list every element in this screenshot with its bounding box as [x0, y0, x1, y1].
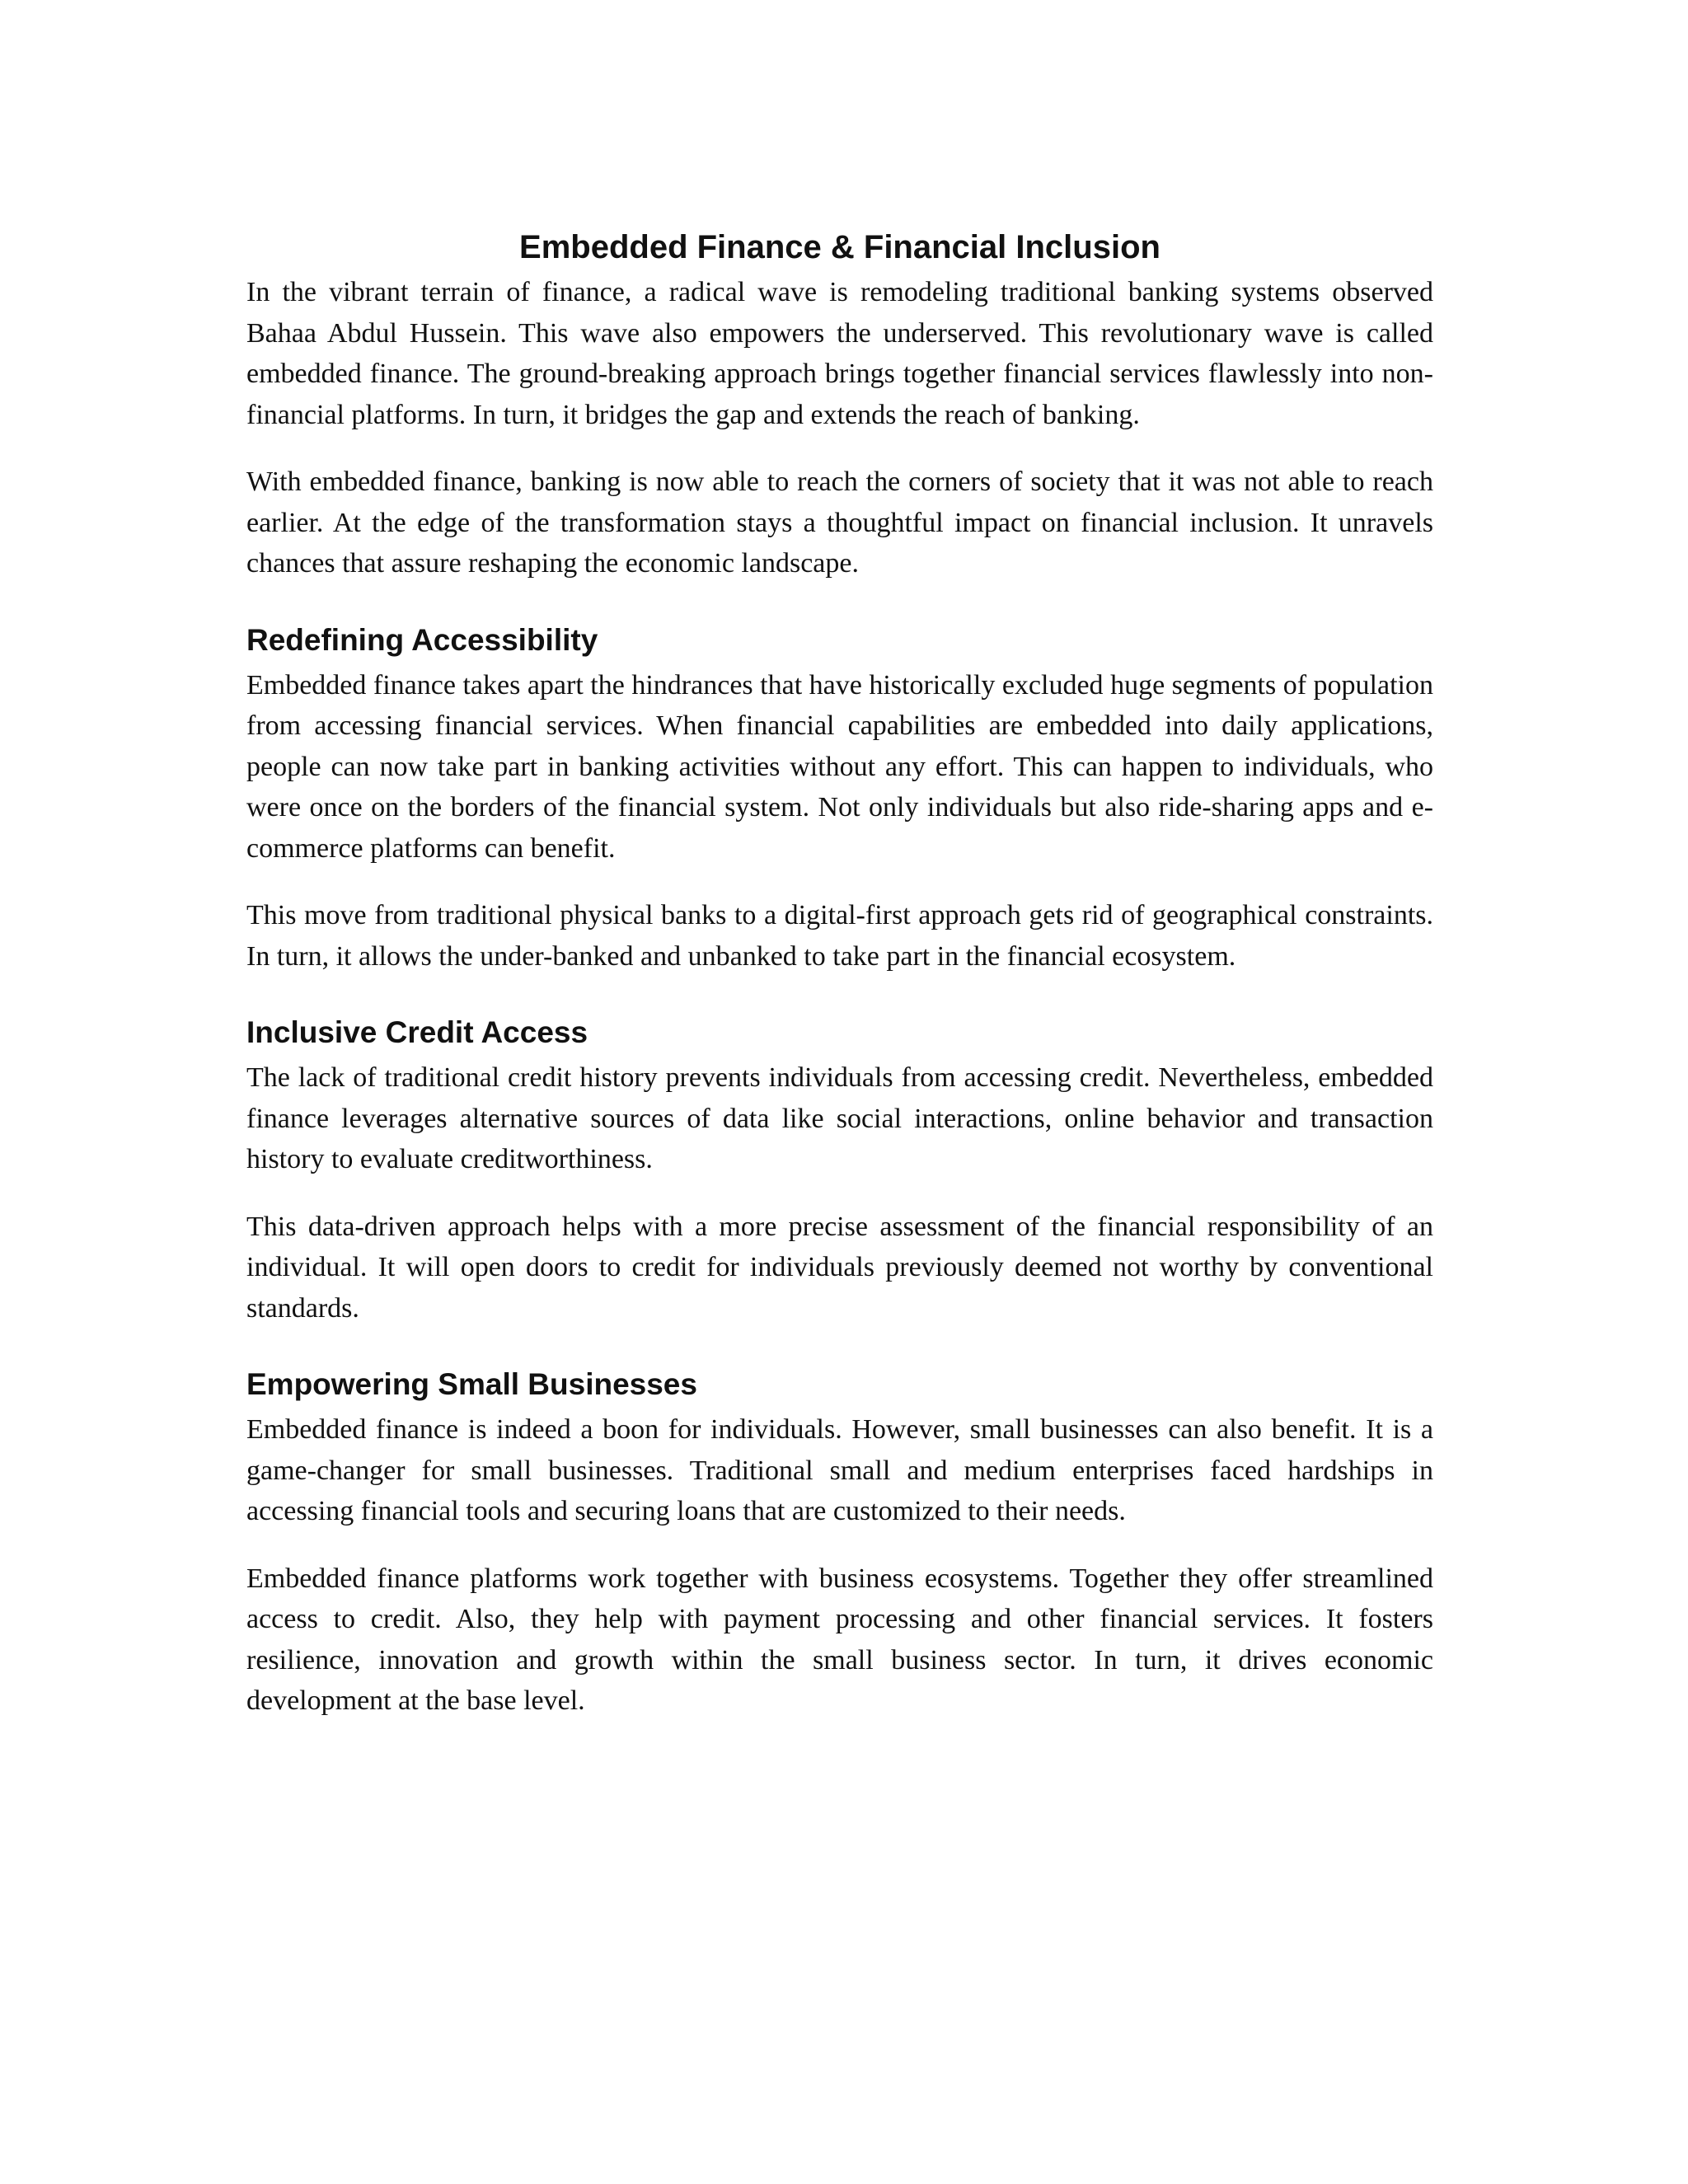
document-title: Embedded Finance & Financial Inclusion — [519, 229, 1160, 265]
section-paragraph: Embedded finance platforms work together with business ecosystems. Together they offer streamlined access to credit. Also, they help with payment processing and other financial services. It fosters resilience, innovation and growth within the small business sector. In turn, it drives economic development at the base level. — [246, 1563, 1433, 1716]
section-heading: Inclusive Credit Access — [246, 1015, 588, 1049]
section-paragraph: Embedded finance takes apart the hindrances that have historically excluded huge segments of population from accessing financial services. When financial capabilities are embedded into daily applications, people can now take part in banking activities without any effort. This can happen to individuals, who were once on the borders of the financial system. Not only individuals but also ride-sharing apps and e-commerce platforms can benefit. — [246, 669, 1433, 864]
section-redefining-accessibility — [246, 621, 1433, 977]
document-page — [246, 223, 1433, 1748]
section-paragraph: This move from traditional physical banks to a digital-first approach gets rid of geographical constraints. In turn, it allows the under-banked and unbanked to take part in the financial ecosystem. — [246, 900, 1433, 972]
intro-paragraph: With embedded finance, banking is now able to reach the corners of society that it was not able to reach earlier. At the edge of the transformation stays a thoughtful impact on financial inclusion. It unravels chances that assure reshaping the economic landscape. — [246, 466, 1433, 579]
section-heading: Redefining Accessibility — [246, 622, 598, 657]
intro-paragraph: In the vibrant terrain of finance, a radical wave is remodeling traditional banking systems observed Bahaa Abdul Hussein. This wave also empowers the underserved. This revolutionary wave is called embedded finance. The ground-breaking approach brings together financial services flawlessly into non-financial platforms. In turn, it bridges the gap and extends the reach of banking. — [246, 277, 1433, 430]
section-inclusive-credit-access — [246, 1013, 1433, 1329]
section-paragraph: Embedded finance is indeed a boon for individuals. However, small businesses can also benefit. It is a game-changer for small businesses. Traditional small and medium enterprises faced hardships in accessing financial tools and securing loans that are customized to their needs. — [246, 1414, 1433, 1526]
section-paragraph: This data-driven approach helps with a more precise assessment of the financial responsibility of an individual. It will open doors to credit for individuals previously deemed not worthy by conventional standards. — [246, 1211, 1433, 1324]
section-empowering-small-businesses — [246, 1365, 1433, 1722]
section-heading: Empowering Small Businesses — [246, 1367, 697, 1401]
section-paragraph: The lack of traditional credit history prevents individuals from accessing credit. Nevertheless, embedded finance leverages alternative sources of data like social interactions, online behavior and transaction history to evaluate creditworthiness. — [246, 1062, 1433, 1174]
